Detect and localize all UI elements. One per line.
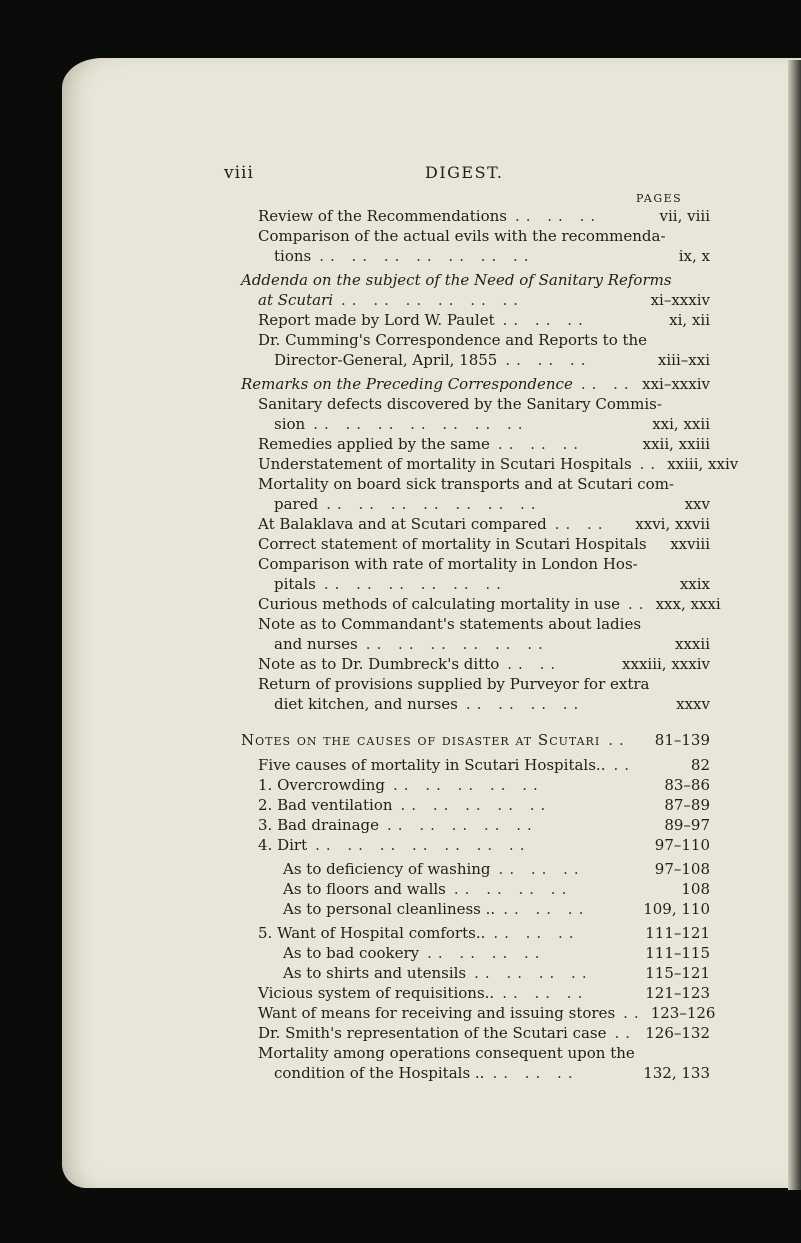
toc-entry: 1. Overcrowding .. .. .. .. .. 83–86 (258, 776, 710, 794)
toc-entry: 3. Bad drainage .. .. .. .. .. 89–97 (258, 816, 710, 834)
toc-entry: Vicious system of requisitions.. .. .. .. 121–123 (258, 984, 710, 1002)
toc-entry: Note as to Commandant's statements about ladies (258, 615, 642, 633)
toc-entry: Understatement of mortality in Scutari Hospitals .. xxiii, xxiv (258, 455, 739, 473)
toc-entry: Comparison with rate of mortality in London Hos- (258, 555, 638, 573)
toc-subentry: As to personal cleanliness .. .. .. .. 109, 110 (283, 900, 710, 918)
pages-column-label: PAGES (636, 192, 683, 205)
toc-entry: diet kitchen, and nurses .. .. .. .. xxxv (274, 695, 710, 713)
section-heading: at Scutari .. .. .. .. .. .. xi–xxxiv (258, 291, 710, 309)
toc-subentry: As to bad cookery .. .. .. .. 111–115 (283, 944, 710, 962)
toc-entry: 4. Dirt .. .. .. .. .. .. .. 97–110 (258, 836, 710, 854)
toc-entry: Mortality among operations consequent upon the (258, 1044, 635, 1062)
toc-entry: and nurses .. .. .. .. .. .. xxxii (274, 635, 710, 653)
toc-entry: Remedies applied by the same .. .. .. xxii, xxiii (258, 435, 710, 453)
toc-entry: Curious methods of calculating mortality in use .. xxx, xxxi (258, 595, 721, 613)
toc-entry: At Balaklava and at Scutari compared .. .. xxvi, xxvii (258, 515, 710, 533)
toc-entry: pitals .. .. .. .. .. .. xxix (274, 575, 710, 593)
section-heading: Notes on the causes of disaster at Scutari .. 81–139 (241, 731, 710, 749)
toc-entry: Comparison of the actual evils with the recommenda- (258, 227, 666, 245)
section-heading: Remarks on the Preceding Correspondence .. .. xxi–xxxiv (241, 375, 710, 393)
toc-entry: pared .. .. .. .. .. .. .. xxv (274, 495, 710, 513)
toc-entry: 2. Bad ventilation .. .. .. .. .. 87–89 (258, 796, 710, 814)
toc-entry: sion .. .. .. .. .. .. .. xxi, xxii (274, 415, 710, 433)
page-number: viii (224, 163, 254, 183)
toc-entry: Sanitary defects discovered by the Sanitary Commis- (258, 395, 662, 413)
toc-subentry: As to deficiency of washing .. .. .. 97–108 (283, 860, 710, 878)
toc-entry: Dr. Smith's representation of the Scutari case .. 126–132 (258, 1024, 710, 1042)
toc-entry: Review of the Recommendations .. .. .. vii, viii (258, 207, 710, 225)
toc-entry: condition of the Hospitals .. .. .. .. 132, 133 (274, 1064, 710, 1082)
toc-subentry: As to floors and walls .. .. .. .. 108 (283, 880, 710, 898)
toc-subentry: As to shirts and utensils .. .. .. .. 115–121 (283, 964, 710, 982)
toc-entry: Note as to Dr. Dumbreck's ditto .. .. xxxiii, xxxiv (258, 655, 710, 673)
toc-entry: Correct statement of mortality in Scutari Hospitals xxviii (258, 535, 710, 553)
section-heading: Addenda on the subject of the Need of Sanitary Reforms (241, 271, 672, 289)
running-title: DIGEST. (425, 163, 504, 182)
toc-entry: Five causes of mortality in Scutari Hospitals.. .. 82 (258, 756, 710, 774)
toc-entry: Return of provisions supplied by Purveyor for extra (258, 675, 650, 693)
toc-entry: Director-General, April, 1855 .. .. .. xiii–xxi (274, 351, 710, 369)
toc-entry: Want of means for receiving and issuing stores .. 123–126 (258, 1004, 716, 1022)
toc-entry: Dr. Cumming's Correspondence and Reports to the (258, 331, 648, 349)
toc-entry: 5. Want of Hospital comforts.. .. .. .. 111–121 (258, 924, 710, 942)
toc-entry: Mortality on board sick transports and at Scutari com- (258, 475, 675, 493)
toc-entry: tions .. .. .. .. .. .. .. ix, x (274, 247, 710, 265)
toc-entry: Report made by Lord W. Paulet .. .. .. xi, xii (258, 311, 710, 329)
